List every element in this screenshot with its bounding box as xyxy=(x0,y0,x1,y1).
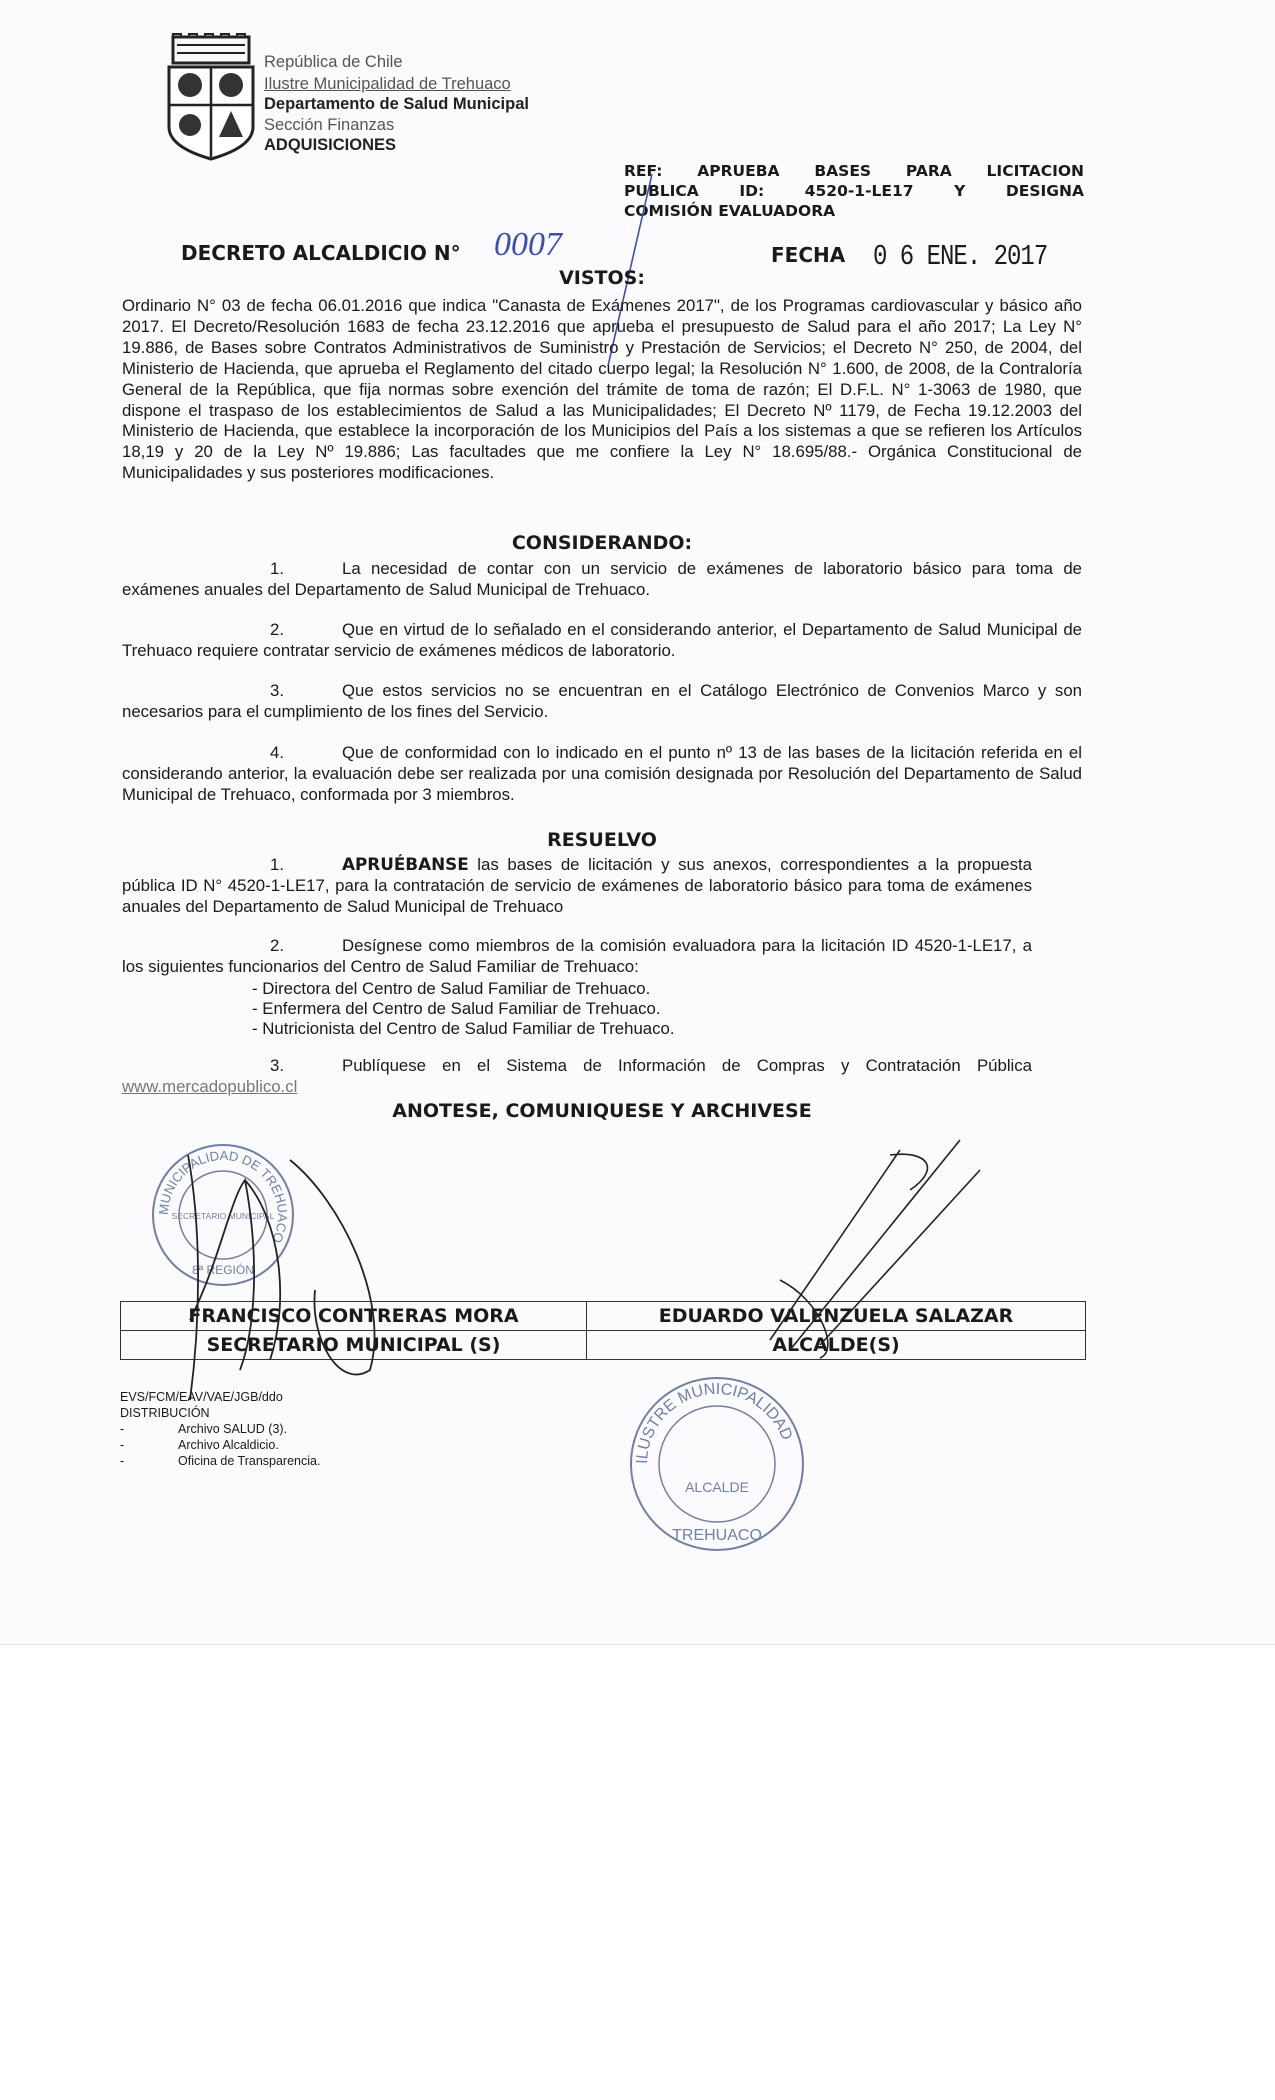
mayor-signature xyxy=(760,1130,1010,1360)
mayor-stamp xyxy=(625,1372,810,1557)
member-2: - Enfermera del Centro de Salud Familiar de Trehuaco. xyxy=(252,999,661,1018)
stamp-text: TREHUACO xyxy=(672,1527,762,1544)
item-text: La necesidad de contar con un servicio de exámenes de laboratorio básico para toma de exámenes anuales del Departamento de Salud Municipal de Trehuaco. xyxy=(122,559,1082,599)
distribution-title: DISTRIBUCIÓN xyxy=(120,1406,210,1420)
header-department: Departamento de Salud Municipal xyxy=(264,95,529,113)
considerando-item-1 xyxy=(122,559,1082,601)
decree-label: DECRETO ALCALDICIO N° xyxy=(181,241,461,265)
stamp-text: SECRETARIO MUNICIPAL xyxy=(171,1211,275,1221)
item-number: 2. xyxy=(270,936,284,955)
item-text: Que de conformidad con lo indicado en el punto nº 13 de las bases de la licitación referida en el considerando anterior, la evaluación debe ser realizada por una comisión designada por Resolución del Departamento de Salud Municipal de Trehuaco, conformada por 3 miembros. xyxy=(122,743,1082,804)
signer-right-title: ALCALDE(S) xyxy=(587,1331,1086,1360)
vistos-title: VISTOS: xyxy=(559,267,645,289)
considerando-item-3 xyxy=(122,681,1082,723)
member-1: - Directora del Centro de Salud Familiar de Trehuaco. xyxy=(252,979,651,998)
item-number: 3. xyxy=(270,681,284,700)
mercadopublico-link[interactable]: www.mercadopublico.cl xyxy=(122,1077,298,1096)
stamp-text: ILUSTRE MUNICIPALIDAD xyxy=(633,1380,796,1465)
signer-left-name: FRANCISCO CONTRERAS MORA xyxy=(121,1302,587,1331)
item-bold-word: APRUÉBANSE xyxy=(342,854,469,874)
municipal-coat-of-arms-logo xyxy=(163,33,259,163)
item-text: Que en virtud de lo señalado en el considerando anterior, el Departamento de Salud Municipal de Trehuaco requiere contratar servicio de exámenes médicos de laboratorio. xyxy=(122,620,1082,660)
member-3: - Nutricionista del Centro de Salud Familiar de Trehuaco. xyxy=(252,1019,675,1038)
item-number: 3. xyxy=(270,1056,284,1075)
ref-line-2: PUBLICA ID: 4520-1-LE17 Y DESIGNA xyxy=(624,182,1084,200)
decree-number: 0007 xyxy=(494,226,562,263)
stamp-text: ALCALDE xyxy=(685,1479,749,1495)
considerando-item-2 xyxy=(122,620,1082,662)
svg-text:ILUSTRE MUNICIPALIDAD xyxy=(634,1381,795,1464)
item-text: Desígnese como miembros de la comisión evaluadora para la licitación ID 4520-1-LE17, a los siguientes funcionarios del Centro de Salud Familiar de Trehuaco: xyxy=(122,936,1032,976)
resuelvo-item-1 xyxy=(122,854,1032,918)
item-number: 2. xyxy=(270,620,284,639)
stamp-text: 8ª REGIÓN xyxy=(192,1263,254,1277)
distribution-item: - Archivo SALUD (3). xyxy=(120,1422,288,1436)
item-number: 4. xyxy=(270,743,284,762)
distribution-item-text: Oficina de Transparencia. xyxy=(178,1454,321,1468)
closing-formula: ANOTESE, COMUNIQUESE Y ARCHIVESE xyxy=(392,1100,812,1122)
item-text: las bases de licitación y sus anexos, correspondientes a la propuesta pública ID N° 4520-1-LE17, para la contratación de servicio de exámenes de laboratorio básico para toma de exámenes anuales del Departamento de Salud Municipal de Trehuaco xyxy=(122,855,1032,916)
header-unit: ADQUISICIONES xyxy=(264,136,397,154)
distribution-item-text: Archivo SALUD (3). xyxy=(178,1422,288,1436)
distribution-item-text: Archivo Alcaldicio. xyxy=(178,1438,279,1452)
stamp-text: MUNICIPALIDAD DE TREHUACO xyxy=(155,1147,291,1246)
item-text: Publíquese en el Sistema de Información de Compras y Contratación Pública xyxy=(342,1056,1032,1075)
resuelvo-title: RESUELVO xyxy=(547,829,657,851)
secretary-signature xyxy=(140,1140,460,1410)
vistos-text: Ordinario N° 03 de fecha 06.01.2016 que indica "Canasta de Exámenes 2017", de los Programas cardiovascular y básico año 2017. El Decreto/Resolución 1683 de fecha 23.12.2016 que aprueba el presupuesto de Salud para el año 2017; La Ley N° 19.886, de Bases sobre Contratos Administrativos de Suministro y Prestación de Servicios; el Decreto N° 250, de 2004, del Ministerio de Hacienda, que aprueba el Reglamento del citado cuerpo legal; la Resolución N° 1.600, de 2008, de la Contraloría General de la República, que fija normas sobre exención del trámite de toma de razón; El D.F.L. N° 1-3063 de 1980, que dispone el traspaso de los establecimientos de Salud a las Municipalidades; El Decreto Nº 1179, de Fecha 19.12.2003 del Ministerio de Hacienda, que establece la incorporación de los Municipios del País a los sistemas a que se refieren los Artículos 18,19 y 20 de la Ley Nº 19.886; Las facultades que me confiere la Ley N° 18.695/88.- Orgánica Constitucional de Municipalidades y sus posteriores modificaciones. xyxy=(122,296,1082,483)
ref-line-1: REF: APRUEBA BASES PARA LICITACION xyxy=(624,162,1084,180)
item-text: Que estos servicios no se encuentran en el Catálogo Electrónico de Convenios Marco y son necesarios para el cumplimiento de los fines del Servicio. xyxy=(122,681,1082,721)
signer-right-name: EDUARDO VALENZUELA SALAZAR xyxy=(587,1302,1086,1331)
item-number: 1. xyxy=(270,855,284,874)
resuelvo-item-2 xyxy=(122,936,1032,978)
item-number: 1. xyxy=(270,559,284,578)
distribution-item: - Archivo Alcaldicio. xyxy=(120,1438,279,1452)
header-municipality: Ilustre Municipalidad de Trehuaco xyxy=(264,75,511,93)
header-country: República de Chile xyxy=(264,53,403,71)
date-stamp: 0 6 ENE. 2017 xyxy=(873,241,1048,274)
considerando-title: CONSIDERANDO: xyxy=(511,532,693,554)
reference-initials: EVS/FCM/EAV/VAE/JGB/ddo xyxy=(120,1390,283,1404)
distribution-item: - Oficina de Transparencia. xyxy=(120,1454,321,1468)
ref-line-3: COMISIÓN EVALUADORA xyxy=(624,202,836,220)
considerando-item-4 xyxy=(122,743,1082,806)
signer-left-title: SECRETARIO MUNICIPAL (S) xyxy=(121,1331,587,1360)
header-section: Sección Finanzas xyxy=(264,116,395,134)
date-label: FECHA xyxy=(771,243,846,267)
resuelvo-item-3 xyxy=(122,1056,1032,1077)
